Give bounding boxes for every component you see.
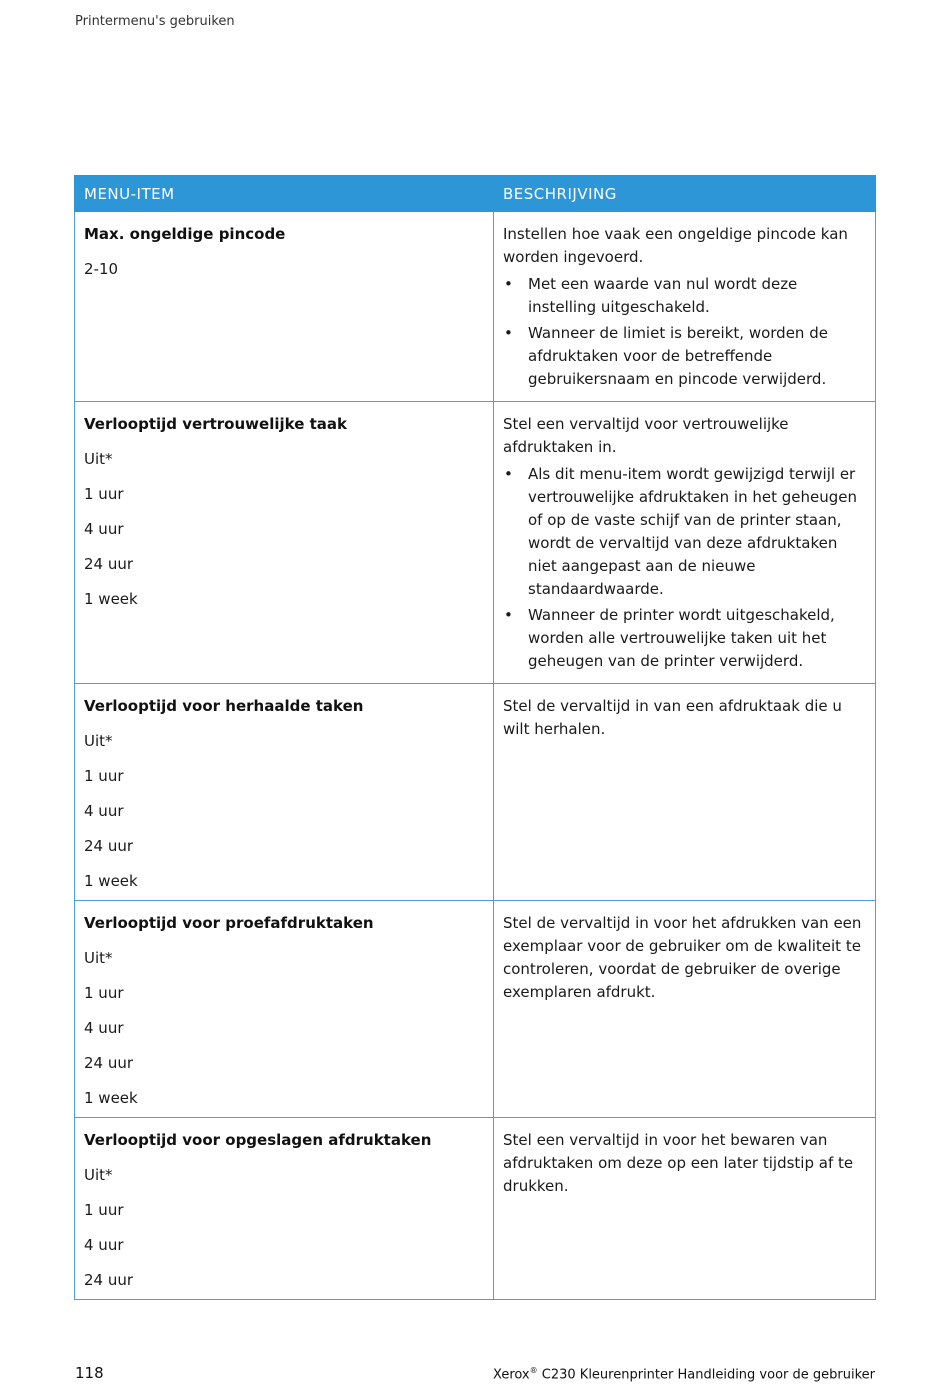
menu-item-value: 4 uur (84, 1236, 124, 1254)
menu-item-value: 1 week (84, 1089, 138, 1107)
menu-item-value: 4 uur (84, 1019, 124, 1037)
description-cell (494, 1118, 876, 1300)
running-header: Printermenu's gebruiken (75, 14, 235, 29)
menu-item-value: 4 uur (84, 802, 124, 820)
bullet-icon: • (504, 275, 513, 293)
table-row (75, 212, 876, 402)
menu-item-value: 1 uur (84, 984, 124, 1002)
description-bullet (503, 463, 866, 601)
description-list (503, 463, 866, 673)
column-header-menu-item: MENU-ITEM (75, 176, 494, 212)
menu-item-cell (75, 1118, 494, 1300)
registered-mark: ® (529, 1366, 538, 1375)
menu-item-value: Uit* (84, 1166, 113, 1184)
menu-item-value: 1 week (84, 590, 138, 608)
table-row (75, 402, 876, 684)
bullet-text: Met een waarde van nul wordt deze instelling uitgeschakeld. (528, 275, 798, 316)
menu-item-value: 24 uur (84, 555, 134, 573)
menu-item-cell (75, 901, 494, 1118)
menu-item-cell (75, 212, 494, 402)
description-bullet (503, 604, 866, 673)
menu-item-title: Max. ongeldige pincode (84, 225, 286, 243)
menu-item-cell (75, 402, 494, 684)
menu-item-value: 24 uur (84, 1271, 134, 1289)
page-number: 118 (75, 1364, 104, 1382)
description-text: Stel de vervaltijd in voor het afdrukken van een exemplaar voor de gebruiker om de kwaliteit te controleren, voordat de gebruiker de overige exemplaren afdrukt. (503, 914, 862, 1001)
description-cell (494, 212, 876, 402)
description-text: Stel een vervaltijd voor vertrouwelijke afdruktaken in. (503, 415, 789, 456)
menu-table (74, 175, 876, 1300)
menu-item-title: Verlooptijd vertrouwelijke taak (84, 415, 347, 433)
bullet-text: Wanneer de printer wordt uitgeschakeld, worden alle vertrouwelijke taken uit het geheugen van de printer verwijderd. (528, 606, 835, 670)
menu-item-value: 24 uur (84, 837, 134, 855)
description-cell (494, 684, 876, 901)
bullet-icon: • (504, 465, 513, 483)
description-cell (494, 901, 876, 1118)
description-list (503, 273, 866, 391)
description-text: Stel de vervaltijd in van een afdruktaak die u wilt herhalen. (503, 697, 842, 738)
description-cell (494, 402, 876, 684)
menu-item-value: 1 uur (84, 485, 124, 503)
description-text: Instellen hoe vaak een ongeldige pincode kan worden ingevoerd. (503, 225, 848, 266)
footer-brand: Xerox (493, 1367, 530, 1383)
menu-item-title: Verlooptijd voor proefafdruktaken (84, 914, 374, 932)
menu-item-title: Verlooptijd voor herhaalde taken (84, 697, 364, 715)
description-text: Stel een vervaltijd in voor het bewaren van afdruktaken om deze op een later tijdstip af te drukken. (503, 1131, 854, 1195)
bullet-text: Als dit menu-item wordt gewijzigd terwijl er vertrouwelijke afdruktaken in het geheugen of op de vaste schijf van de printer staan, wordt de vervaltijd van deze afdruktaken niet aangepast aan de nieuwe standaardwaarde. (528, 465, 857, 598)
footer-doc-title: C230 Kleurenprinter Handleiding voor de gebruiker (537, 1367, 875, 1383)
bullet-icon: • (504, 606, 513, 624)
table-row (75, 1118, 876, 1300)
menu-item-value: 2-10 (84, 260, 119, 278)
menu-item-value: 1 week (84, 872, 138, 890)
menu-item-value: 4 uur (84, 520, 124, 538)
description-bullet (503, 273, 866, 319)
description-bullet (503, 322, 866, 391)
bullet-text: Wanneer de limiet is bereikt, worden de afdruktaken voor de betreffende gebruikersnaam en pincode verwijderd. (528, 324, 828, 388)
footer-document-title (493, 1366, 875, 1382)
menu-item-value: Uit* (84, 450, 113, 468)
table-row (75, 684, 876, 901)
menu-item-value: 24 uur (84, 1054, 134, 1072)
table-header-row (75, 176, 876, 212)
menu-item-value: 1 uur (84, 1201, 124, 1219)
menu-item-value: Uit* (84, 949, 113, 967)
menu-item-cell (75, 684, 494, 901)
bullet-icon: • (504, 324, 513, 342)
menu-item-value: Uit* (84, 732, 113, 750)
menu-item-title: Verlooptijd voor opgeslagen afdruktaken (84, 1131, 432, 1149)
table-row (75, 901, 876, 1118)
menu-item-value: 1 uur (84, 767, 124, 785)
column-header-description: BESCHRIJVING (494, 176, 876, 212)
